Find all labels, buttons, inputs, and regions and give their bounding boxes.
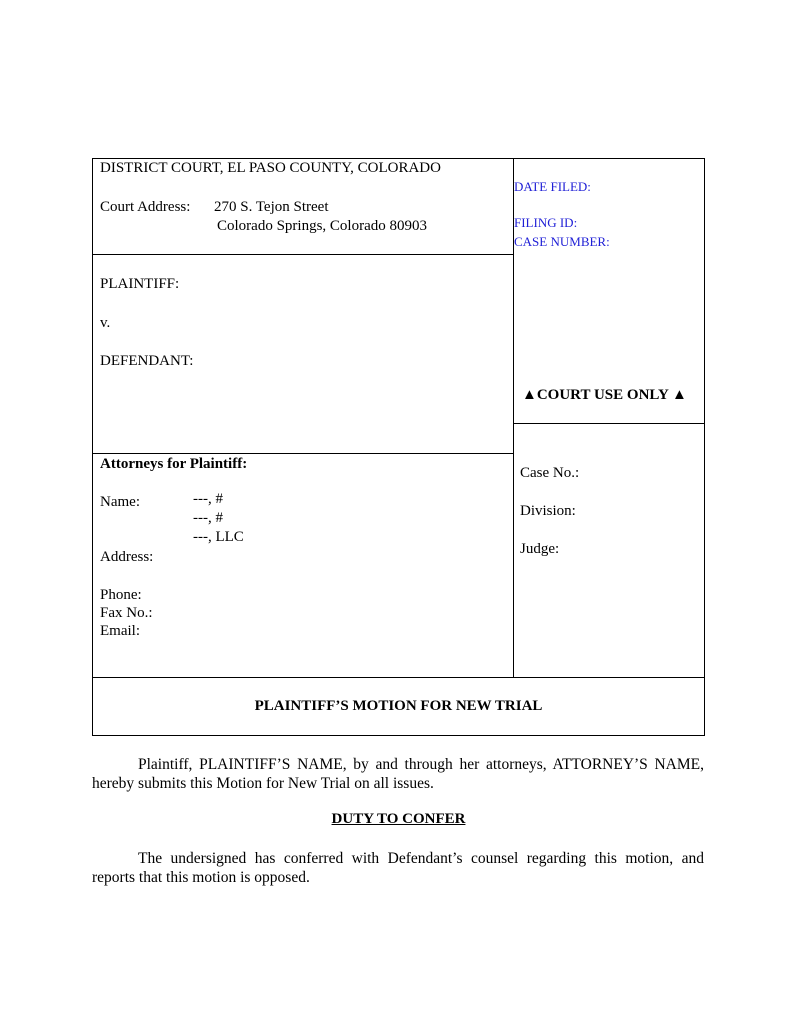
section-heading: DUTY TO CONFER [331,811,466,827]
caption-border-left [92,158,93,736]
case-number-label: CASE NUMBER: [514,234,610,249]
caption-border-top [92,158,705,159]
caption-border-right [704,158,705,736]
versus-text: v. [100,315,111,331]
caption-divider-court-use [513,423,705,424]
filing-id-label: FILING ID: [514,215,578,230]
confer-paragraph: The undersigned has conferred with Defendant’s counsel regarding this motion, and reports that this motion is opposed. [92,850,704,886]
court-address-line1: 270 S. Tejon Street [214,199,329,215]
caption-divider-court [92,254,513,255]
plaintiff-label: PLAINTIFF: [100,276,180,292]
court-name: DISTRICT COURT, EL PASO COUNTY, COLORADO [100,160,441,176]
name-value-2: ---, # [193,510,223,526]
judge-label: Judge: [520,541,560,557]
address-label: Address: [100,549,154,565]
name-label: Name: [100,494,140,510]
caption-divider-parties [92,453,513,454]
attorneys-heading: Attorneys for Plaintiff: [100,456,248,472]
court-address-label: Court Address: [100,199,191,215]
caption-border-bottom [92,735,705,736]
court-address-line2: Colorado Springs, Colorado 80903 [217,218,427,234]
name-value-3: ---, LLC [193,529,244,545]
defendant-label: DEFENDANT: [100,353,194,369]
intro-paragraph: Plaintiff, PLAINTIFF’S NAME, by and through her attorneys, ATTORNEY’S NAME, hereby submits this Motion for New Trial on all issues. [92,756,704,792]
name-value-1: ---, # [193,491,223,507]
caption-divider-title-top [92,677,705,678]
document-title: PLAINTIFF’S MOTION FOR NEW TRIAL [254,698,543,714]
division-label: Division: [520,503,576,519]
court-use-only-label: ▲COURT USE ONLY ▲ [522,387,687,403]
date-filed-label: DATE FILED: [514,179,591,194]
email-label: Email: [100,623,140,639]
phone-label: Phone: [100,587,142,603]
case-no-label: Case No.: [520,465,580,481]
fax-label: Fax No.: [100,605,153,621]
